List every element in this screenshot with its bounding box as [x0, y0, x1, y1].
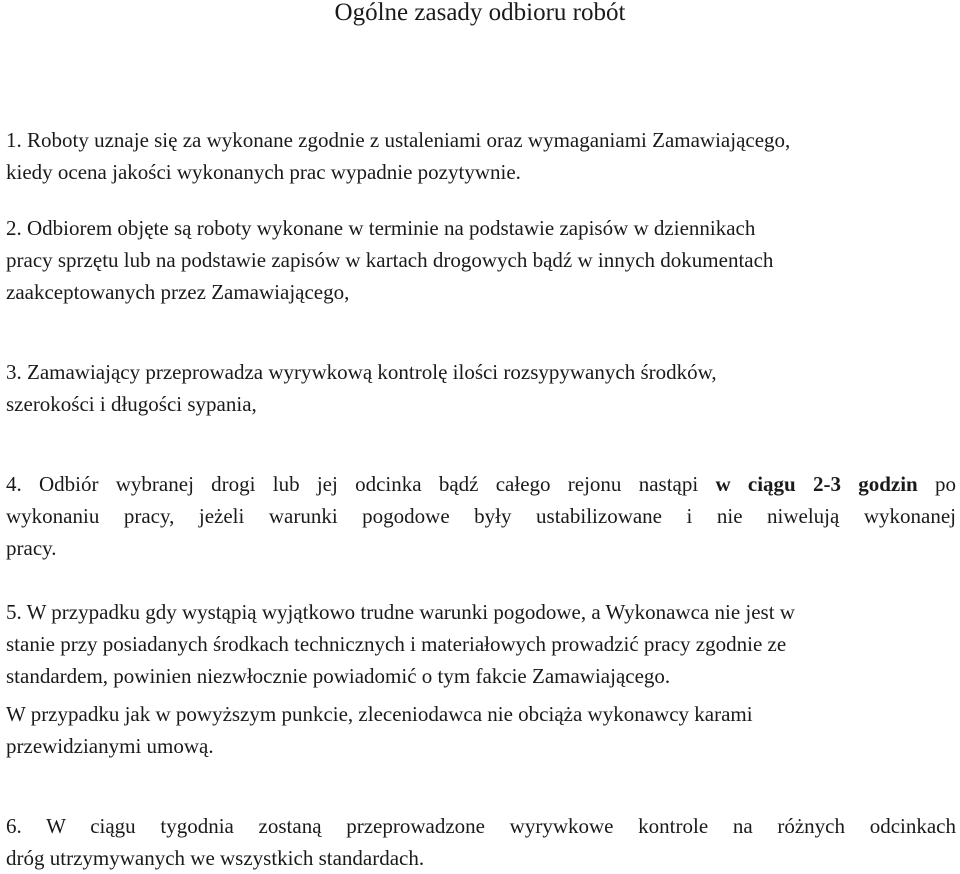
paragraph-5-note: [6, 698, 753, 762]
paragraph-1: [6, 124, 790, 188]
paragraph-2-line-3: zaakceptowanych przez Zamawiającego,: [6, 280, 350, 304]
paragraph-4-line-3: pracy.: [6, 536, 57, 560]
paragraph-6-line-2: dróg utrzymywanych we wszystkich standardach.: [6, 846, 425, 870]
paragraph-5-line-3: standardem, powinien niezwłocznie powiadomić o tym fakcie Zamawiającego.: [6, 664, 671, 688]
paragraph-3: [6, 356, 717, 420]
paragraph-4-line-2: wykonaniu pracy, jeżeli warunki pogodowe były ustabilizowane i nie niwelują wykonanej: [6, 504, 956, 528]
paragraph-5-line-2: stanie przy posiadanych środkach technicznych i materiałowych prowadzić pracy zgodnie ze: [6, 632, 787, 656]
paragraph-5: [6, 596, 795, 692]
paragraph-5-line-1: 5. W przypadku gdy wystąpią wyjątkowo trudne warunki pogodowe, a Wykonawca nie jest w: [6, 600, 795, 624]
paragraph-3-line-2: szerokości i długości sypania,: [6, 392, 257, 416]
paragraph-4-deadline-bold: w ciągu 2-3 godzin: [715, 472, 918, 496]
paragraph-3-line-1: 3. Zamawiający przeprowadza wyrywkową kontrolę ilości rozsypywanych środków,: [6, 360, 717, 384]
paragraph-1-line-2: kiedy ocena jakości wykonanych prac wypadnie pozytywnie.: [6, 160, 521, 184]
paragraph-4-line-1: [6, 468, 956, 500]
paragraph-5-note-line-2: przewidzianymi umową.: [6, 734, 214, 758]
paragraph-6-line-1: 6. W ciągu tygodnia zostaną przeprowadzone wyrywkowe kontrole na różnych odcinkach: [6, 814, 956, 838]
paragraph-5-note-line-1: W przypadku jak w powyższym punkcie, zleceniodawca nie obciąża wykonawcy karami: [6, 702, 753, 726]
paragraph-2: [6, 212, 773, 308]
paragraph-1-line-1: 1. Roboty uznaje się za wykonane zgodnie z ustaleniami oraz wymaganiami Zamawiającego,: [6, 128, 791, 152]
paragraph-2-line-1: 2. Odbiorem objęte są roboty wykonane w terminie na podstawie zapisów w dziennikach: [6, 216, 756, 240]
paragraph-6: [6, 810, 956, 874]
paragraph-4: [6, 468, 956, 564]
paragraph-4-line-1-end: po: [917, 472, 957, 496]
page-title: Ogólne zasady odbioru robót: [334, 0, 626, 26]
paragraph-2-line-2: pracy sprzętu lub na podstawie zapisów w kartach drogowych bądź w innych dokumentach: [6, 248, 774, 272]
paragraph-4-line-1-text: 4. Odbiór wybranej drogi lub jej odcinka bądź całego rejonu nastąpi: [6, 472, 716, 496]
